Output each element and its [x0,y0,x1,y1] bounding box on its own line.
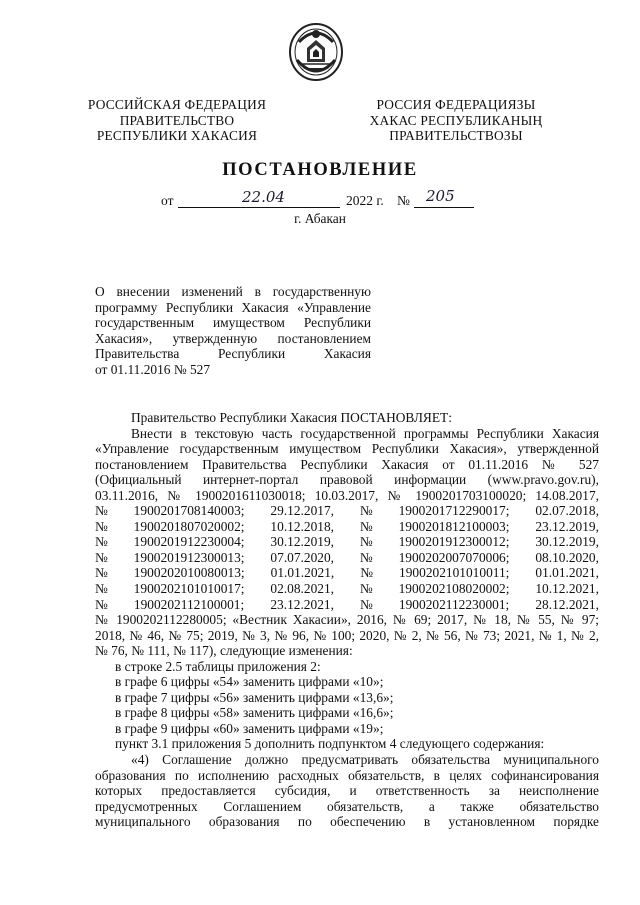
change-item: в графе 6 цифры «54» заменить цифрами «10»; [115,674,384,690]
registration-row [95,565,599,581]
city-name: г. Абакан [294,211,346,226]
subject-line: О внесении изменений в государственную [95,284,371,299]
change-item: в графе 9 цифры «60» заменить цифрами «19»; [115,720,384,736]
handwritten-date: 22.04 [242,188,285,206]
date-prefix: от [161,193,174,208]
registration-cell: 01.01.2021, [535,565,599,581]
registration-cell: 30.12.2019, [535,534,599,550]
registration-cell: № [95,503,108,519]
registration-cell: № [359,549,373,565]
registration-cell: № [359,534,373,550]
registration-row [95,503,599,519]
body-line: «4) Соглашение должно предусматривать обязательства муниципального [131,752,599,768]
registration-cell: 1900201807020002; [133,518,245,534]
registration-cell: № [359,518,373,534]
subject-line: программу Республики Хакасия «Управление [95,299,371,315]
body-line: Внести в текстовую часть государственной программы Республики Хакасия [131,425,599,441]
registration-cell: 30.12.2019, [270,534,335,550]
registration-cell: 10.12.2018, [270,518,335,534]
number-sign: № [397,193,410,208]
registration-cell: 1900202108020002; [398,581,510,597]
registration-cell: 23.12.2021, [270,596,334,612]
registration-numbers-grid [95,503,599,612]
registration-row [95,597,599,613]
header-right-block [346,97,566,144]
header-left-block [78,97,276,144]
date-number-line [0,187,640,211]
date-year: 2022 г. [346,193,384,208]
registration-row [95,581,599,597]
registration-row [95,550,599,566]
registration-cell: 02.08.2021, [270,581,335,597]
body-paragraph: пункт 3.1 приложения 5 дополнить подпунктом 4 следующего содержания: [115,736,545,752]
header-right-line: ПРАВИТЕЛЬСТВОЗЫ [389,128,523,143]
body-line: «Управление государственным имуществом Республики Хакасия», утвержденной [95,441,599,457]
body-line: предусмотренных Соглашением обязательств, а также обязательство [95,798,599,814]
registration-cell: № [360,596,373,612]
body-line: муниципального образования по обеспечению в установленном порядке [95,814,599,830]
registration-cell: 29.12.2017, [270,503,335,519]
subject-line: от 01.11.2016 № 527 [95,361,211,377]
body-line: 2018, № 46, № 75; 2019, № 3, № 96, № 100; 2020, № 2, № 56, № 73; 2021, № 1, № 2, [95,627,599,643]
registration-cell: 28.12.2021, [535,596,599,612]
registration-cell: 1900201812100003; [398,518,510,534]
registration-row [95,519,599,535]
handwritten-number: 205 [426,187,455,205]
header-right-line: РОССИЯ ФЕДЕРАЦИЯЗЫ [376,97,536,112]
registration-cell: 1900202007070006; [398,549,510,565]
document-body [95,410,599,830]
header-left-line: РЕСПУБЛИКИ ХАКАСИЯ [96,128,258,143]
body-line: образования по исполнению расходных обязательств, в целях софинансирования [95,767,599,783]
registration-cell: 1900201912230004; [133,534,245,550]
change-item: в строке 2.5 таблицы приложения 2: [115,658,321,674]
registration-cell: 1900201712290017; [398,503,510,519]
registration-cell: № [359,581,373,597]
registration-cell: № [95,596,108,612]
subject-line: Хакасия», утвержденную постановлением [95,330,371,346]
body-line: № 1900202112280005; «Вестник Хакасии», 2016, № 69; 2017, № 18, № 55, № 97; [95,612,599,628]
registration-cell: 1900202010080013; [133,565,245,581]
registration-cell: 1900202112100001; [133,596,245,612]
header-left-line: РОССИЙСКАЯ ФЕДЕРАЦИЯ [87,97,267,112]
registration-cell: 1900202101010017; [133,581,245,597]
registration-cell: № [359,503,373,519]
registration-cell: № [95,565,108,581]
registration-cell: № [95,518,108,534]
registration-cell: 01.01.2021, [270,565,335,581]
registration-cell: 1900202101010011; [399,565,510,581]
subject-line: государственным имуществом Республики [95,315,371,331]
body-line: которых предоставляется субсидия, и ответственность за неисполнение [95,783,599,799]
registration-cell: 08.10.2020, [535,549,599,565]
body-line: постановлением Правительства Республики Хакасия от 01.11.2016 № 527 [95,456,599,472]
registration-cell: № [95,581,108,597]
registration-cell: 1900201912300013; [133,549,245,565]
registration-cell: 1900201912300012; [398,534,510,550]
registration-cell: № [95,549,108,565]
registration-cell: № [360,565,374,581]
registration-cell: 23.12.2019, [535,518,599,534]
registration-cell: 10.12.2021, [535,581,599,597]
subject-line: Правительства Республики Хакасия [95,346,371,362]
header-left-line: ПРАВИТЕЛЬСТВО [119,112,235,128]
body-line: (Официальный интернет-портал правовой информации (www.pravo.gov.ru), [95,472,599,488]
document-title: ПОСТАНОВЛЕНИЕ [222,160,418,180]
registration-cell: 1900202112230001; [398,596,510,612]
body-paragraph: Правительство Республики Хакасия ПОСТАНОВЛЯЕТ: [131,410,452,425]
registration-cell: № [95,534,108,550]
registration-cell: 02.07.2018, [535,503,599,519]
registration-row [95,534,599,550]
body-line: 03.11.2016, № 1900201611030018; 10.03.2017, № 1900201703100020; 14.08.2017, [95,487,599,503]
change-item: в графе 7 цифры «56» заменить цифрами «13,6»; [115,689,394,705]
body-line: № 76, № 111, № 117), следующие изменения: [95,643,353,659]
coat-of-arms-emblem [287,20,345,82]
registration-cell: 07.07.2020, [270,549,335,565]
change-item: в графе 8 цифры «58» заменить цифрами «16,6»; [115,705,394,721]
header-right-line: ХАКАС РЕСПУБЛИКАНЫҢ [369,112,543,128]
registration-cell: 1900201708140003; [133,503,245,519]
subject-block [95,284,371,378]
